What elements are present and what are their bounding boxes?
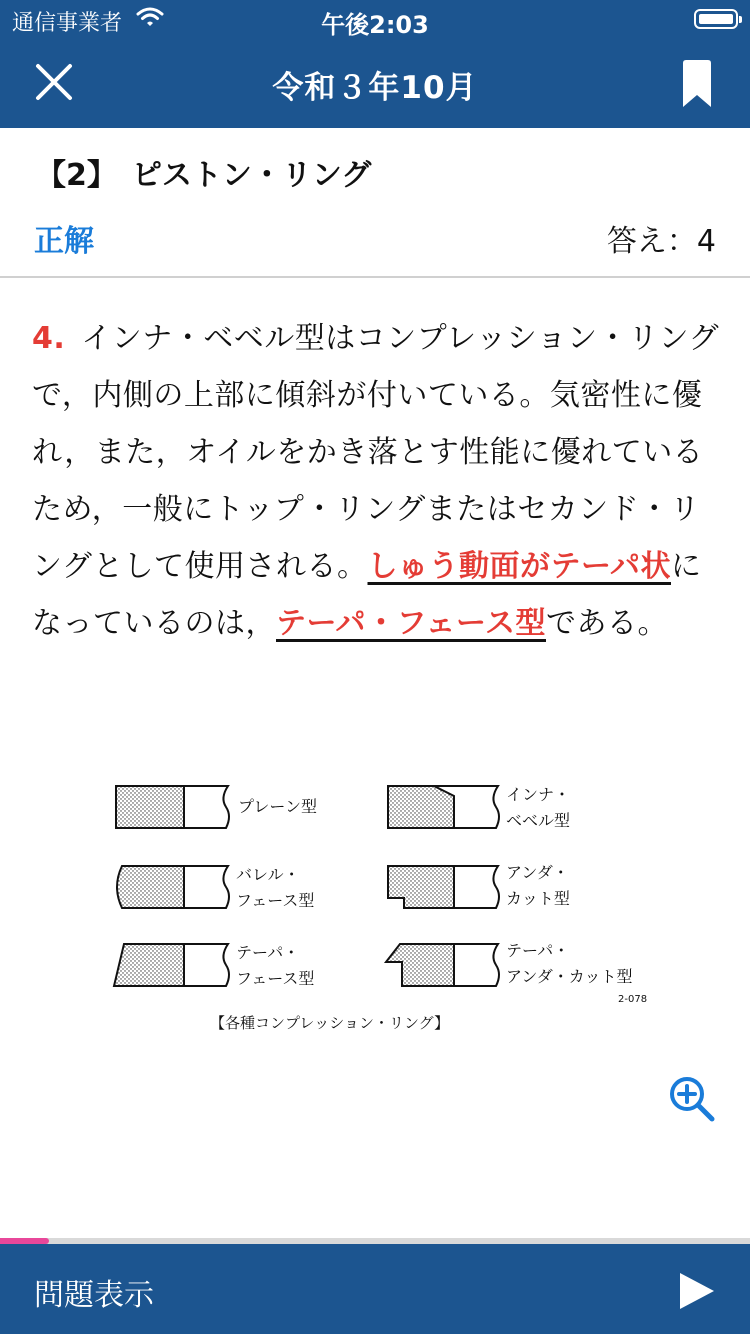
page-title: 令和３年10月 <box>272 70 478 106</box>
label-barrel-1: バレル・ <box>236 865 300 884</box>
bottom-bar[interactable] <box>0 1244 750 1334</box>
question-header <box>0 128 750 278</box>
label-taper-2: フェース型 <box>236 969 315 988</box>
status-bar <box>0 0 750 40</box>
explanation-part-3: である。 <box>546 606 668 641</box>
ring-types-figure <box>100 770 660 1040</box>
explanation-part-1: インナ・ベベル型はコンプレッション・リングで，内側の上部に傾斜が付いている。気密性に優れ，また，オイルをかき落とす性能に優れているため，一般にトップ・リングまたはセカンド・リングとして使用される。 <box>32 321 720 584</box>
nav-bar <box>0 40 750 128</box>
label-barrel-2: フェース型 <box>236 891 315 910</box>
figure-caption: 【各種コンプレッション・リング】 <box>210 1014 450 1032</box>
carrier-label: 通信事業者 <box>12 11 123 36</box>
label-plain: プレーン型 <box>238 797 318 816</box>
explanation-text <box>32 310 722 652</box>
inner-bevel-ring-diagram <box>388 786 499 828</box>
label-inner-2: ベベル型 <box>506 811 571 830</box>
highlight-2: テーパ・フェース型 <box>276 606 546 641</box>
battery-icon <box>694 9 738 29</box>
barrel-ring-diagram <box>117 866 229 908</box>
explanation-part-2: になっているのは， <box>32 549 702 641</box>
answer-label: 答え：4 <box>606 224 716 259</box>
label-inner-1: インナ・ <box>506 785 571 804</box>
plain-ring-diagram <box>116 786 229 828</box>
taper-undercut-ring-diagram <box>386 944 499 986</box>
play-icon[interactable] <box>676 1271 716 1311</box>
highlight-1: しゅう動面がテーパ状 <box>367 549 671 584</box>
choice-number: 4. <box>32 321 66 356</box>
label-under-2: カット型 <box>506 889 570 908</box>
result-label: 正解 <box>34 224 94 259</box>
figure-code: 2-078 <box>618 994 648 1005</box>
bookmark-icon[interactable] <box>682 60 712 108</box>
taper-ring-diagram <box>114 944 229 986</box>
question-title: 【2】 ピストン・リング <box>36 158 372 193</box>
app-header <box>0 0 750 128</box>
label-under-1: アンダ・ <box>506 863 569 882</box>
show-question-label[interactable]: 問題表示 <box>34 1278 154 1313</box>
label-tu-2: アンダ・カット型 <box>506 967 633 986</box>
status-time: 午後2:03 <box>321 11 429 39</box>
label-tu-1: テーパ・ <box>506 941 570 960</box>
label-taper-1: テーパ・ <box>236 943 300 962</box>
undercut-ring-diagram <box>388 866 499 908</box>
zoom-in-icon[interactable] <box>668 1075 716 1123</box>
